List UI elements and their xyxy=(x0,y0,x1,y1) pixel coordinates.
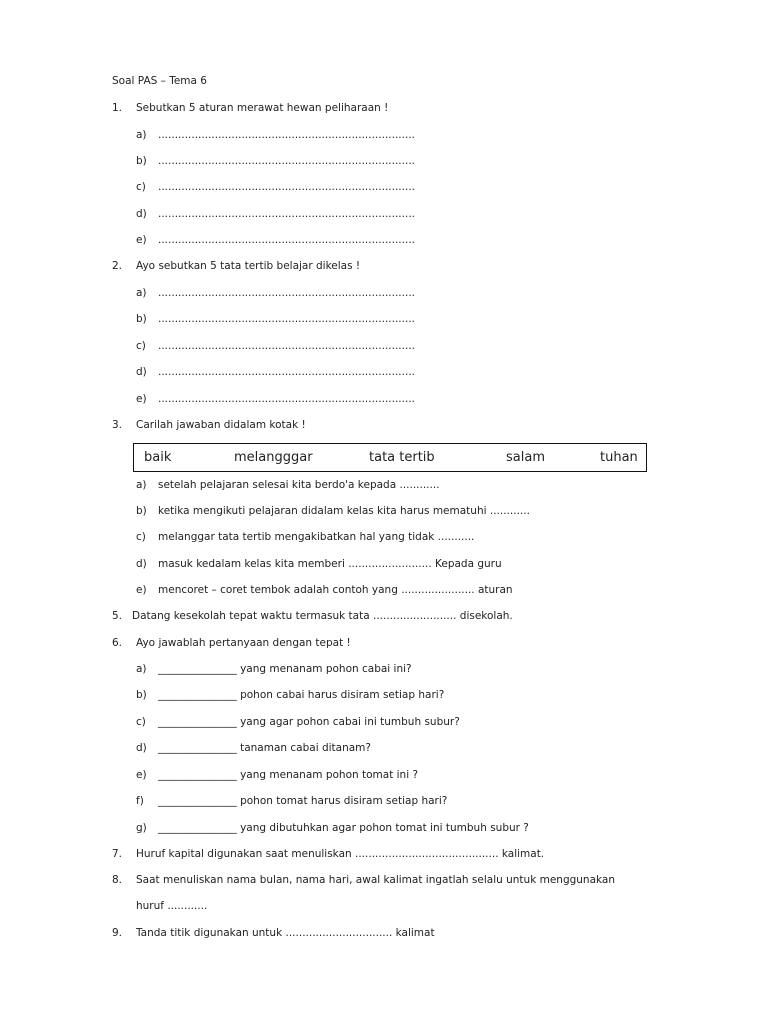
word-bank-word: tuhan xyxy=(600,450,638,465)
word-bank-word: melangggar xyxy=(234,450,313,465)
q6-item-text: _______________ yang dibutuhkan agar pohon tomat ini tumbuh subur ? xyxy=(158,822,529,834)
q6-item-text: _______________ pohon cabai harus disiram setiap hari? xyxy=(158,689,445,701)
q3-item-label: c) xyxy=(136,531,146,543)
q3-item-text: ketika mengikuti pelajaran didalam kelas kita harus mematuhi ............ xyxy=(158,505,530,517)
q6-item-label: c) xyxy=(136,716,146,728)
q1-text: Sebutkan 5 aturan merawat hewan peliharaan ! xyxy=(136,102,389,114)
word-bank-word: baik xyxy=(144,450,172,465)
q8-text-continued: huruf ............ xyxy=(136,900,208,912)
q6-item-text: _______________ yang menanam pohon tomat ini ? xyxy=(158,769,419,781)
q2-text: Ayo sebutkan 5 tata tertib belajar dikelas ! xyxy=(136,260,361,272)
word-bank-box xyxy=(133,443,647,472)
q7-text: Huruf kapital digunakan saat menuliskan ........................................... kalimat. xyxy=(136,848,545,860)
q6-item-text: _______________ tanaman cabai ditanam? xyxy=(158,742,371,754)
q6-item-label: f) xyxy=(136,795,144,807)
q6-item-text: _______________ yang menanam pohon cabai ini? xyxy=(158,663,412,675)
q3-item-text: masuk kedalam kelas kita memberi ......................... Kepada guru xyxy=(158,558,502,570)
q6-item-text: _______________ pohon tomat harus disiram setiap hari? xyxy=(158,795,448,807)
q3-item-text: melanggar tata tertib mengakibatkan hal yang tidak ........... xyxy=(158,531,475,543)
q1-item-label: a) xyxy=(136,129,147,141)
q2-item-label: e) xyxy=(136,393,147,405)
q2-item-label: b) xyxy=(136,313,147,325)
word-bank-word: salam xyxy=(506,450,545,465)
q2-item-label: c) xyxy=(136,340,146,352)
q3-item-text: mencoret – coret tembok adalah contoh yang ...................... aturan xyxy=(158,584,513,596)
q2-item-label: d) xyxy=(136,366,147,378)
q5-text: Datang kesekolah tepat waktu termasuk tata ......................... disekolah. xyxy=(132,610,513,622)
q3-number: 3. xyxy=(112,419,123,431)
q2-item-blank: ............................................................................. xyxy=(158,393,415,405)
q2-item-blank: ............................................................................. xyxy=(158,340,415,352)
q1-item-label: c) xyxy=(136,181,146,193)
q1-item-blank: ............................................................................. xyxy=(158,181,415,193)
q6-item-label: d) xyxy=(136,742,147,754)
q3-item-label: a) xyxy=(136,479,147,491)
q6-item-label: b) xyxy=(136,689,147,701)
q3-item-label: d) xyxy=(136,558,147,570)
q6-item-text: _______________ yang agar pohon cabai ini tumbuh subur? xyxy=(158,716,460,728)
q3-item-text: setelah pelajaran selesai kita berdo'a kepada ............ xyxy=(158,479,440,491)
q6-text: Ayo jawablah pertanyaan dengan tepat ! xyxy=(136,637,351,649)
q1-item-label: b) xyxy=(136,155,147,167)
q9-number: 9. xyxy=(112,927,123,939)
q1-item-blank: ............................................................................. xyxy=(158,129,415,141)
q6-item-label: g) xyxy=(136,822,147,834)
q6-item-label: a) xyxy=(136,663,147,675)
q1-item-blank: ............................................................................. xyxy=(158,208,415,220)
worksheet-title: Soal PAS – Tema 6 xyxy=(112,75,207,87)
q8-number: 8. xyxy=(112,874,123,886)
q8-text: Saat menuliskan nama bulan, nama hari, awal kalimat ingatlah selalu untuk menggunakan xyxy=(136,874,616,886)
q2-item-blank: ............................................................................. xyxy=(158,287,415,299)
q2-number: 2. xyxy=(112,260,123,272)
q3-item-label: e) xyxy=(136,584,147,596)
q1-number: 1. xyxy=(112,102,123,114)
q3-item-label: b) xyxy=(136,505,147,517)
q2-item-blank: ............................................................................. xyxy=(158,313,415,325)
q9-text: Tanda titik digunakan untuk ................................ kalimat xyxy=(136,927,435,939)
word-bank-word: tata tertib xyxy=(369,450,435,465)
q3-text: Carilah jawaban didalam kotak ! xyxy=(136,419,306,431)
q7-number: 7. xyxy=(112,848,123,860)
q2-item-label: a) xyxy=(136,287,147,299)
q1-item-blank: ............................................................................. xyxy=(158,155,415,167)
q1-item-blank: ............................................................................. xyxy=(158,234,415,246)
q1-item-label: e) xyxy=(136,234,147,246)
q1-item-label: d) xyxy=(136,208,147,220)
q6-number: 6. xyxy=(112,637,123,649)
q6-item-label: e) xyxy=(136,769,147,781)
q2-item-blank: ............................................................................. xyxy=(158,366,415,378)
q5-number: 5. xyxy=(112,610,123,622)
